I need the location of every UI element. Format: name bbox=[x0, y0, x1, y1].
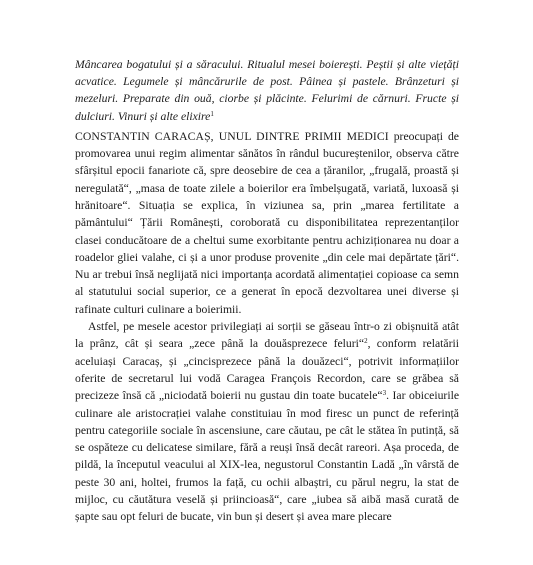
section-heading bbox=[75, 56, 459, 125]
paragraph-2-part-1: Astfel, pe mesele acestor privilegiați ai sorții se găseau într-o zi obișnuită atât la prânz, cât și seara „zece până la douăsprezece feluri“ bbox=[75, 320, 459, 351]
paragraph-1 bbox=[75, 128, 459, 318]
paragraph-2-part-2: , conform relatării aceluiași Caracaș, și „cincisprezece până la douăzeci“, potrivit informațiilor oferite de secretarul lui vodă Caragea François Recordon, care se grăbea să precizeze însă că „niciodată boierii nu gustau din toate bucatele“ bbox=[75, 337, 459, 403]
footnote-ref-1: 1 bbox=[210, 109, 214, 118]
paragraph-lead-in: CONSTANTIN CARACAȘ, UNUL DINTRE PRIMII MEDICI bbox=[75, 129, 389, 143]
footnote-ref-3: 3 bbox=[382, 389, 387, 398]
footnote-ref-2: 2 bbox=[364, 337, 368, 346]
section-heading-text: Mâncarea bogatului și a săracului. Ritualul mesei boierești. Peștii și alte viețăți acvatice. Legumele și mâncărurile de post. Pâinea și pastele. Brânzeturi și mezeluri. Preparate din ouă, ciorbe și plăcinte. Felurimi de cărnuri. Fructe și dulciuri. Vinuri și alte elixire bbox=[75, 58, 459, 123]
paragraph-2-part-3: . Iar obiceiurile culinare ale aristocrației valahe constituiau în mod firesc un punct de referință pentru categoriile sociale în ascensiune, care căutau, pe cât le stătea în putință, să se ospăteze cu delicatese similare, fără a reuși însă decât rareori. Așa proceda, de pildă, la începutul veacului al XIX-lea, negustorul Constantin Ladă „în vârstă de peste 30 ani, holtei, frumos la față, cu ochii albaștri, cu părul negru, la stat de mijloc, cu căutătura veselă și priincioasă“, care „iubea să aibă masă curată de șapte sau opt feluri de bucate, vin bun și desert și avea mare plecare bbox=[75, 389, 460, 524]
book-page bbox=[75, 56, 459, 526]
paragraph-2 bbox=[75, 318, 459, 526]
paragraph-1-text: preocupați de promovarea unui regim alimentar sănătos în rândul bucureștenilor, observa către sfârșitul epocii fanariote că, spre deosebire de cea a țăranilor, „frugală, proastă și neregulată“, „masa de toate zilele a boierilor era îmbelșugată, variată, luxoasă și hrănitoare“. Situația se explica, în viziunea sa, prin „marea fertilitate a pământului“ Țării Românești, coroborată cu disponibilitatea reprezentanților clasei conducătoare de a cheltui sume exorbitante pentru achiziționarea nu doar a roadelor gliei valahe, ci și a unor produse provenite „din cele mai depărtate țări“. Nu ar trebui însă neglijată nici importanța acordată alimentației copioase ca semn al statutului social superior, ce a generat în epocă dezvoltarea unei diverse și rafinate culturi culinare a boierimii. bbox=[75, 129, 459, 316]
